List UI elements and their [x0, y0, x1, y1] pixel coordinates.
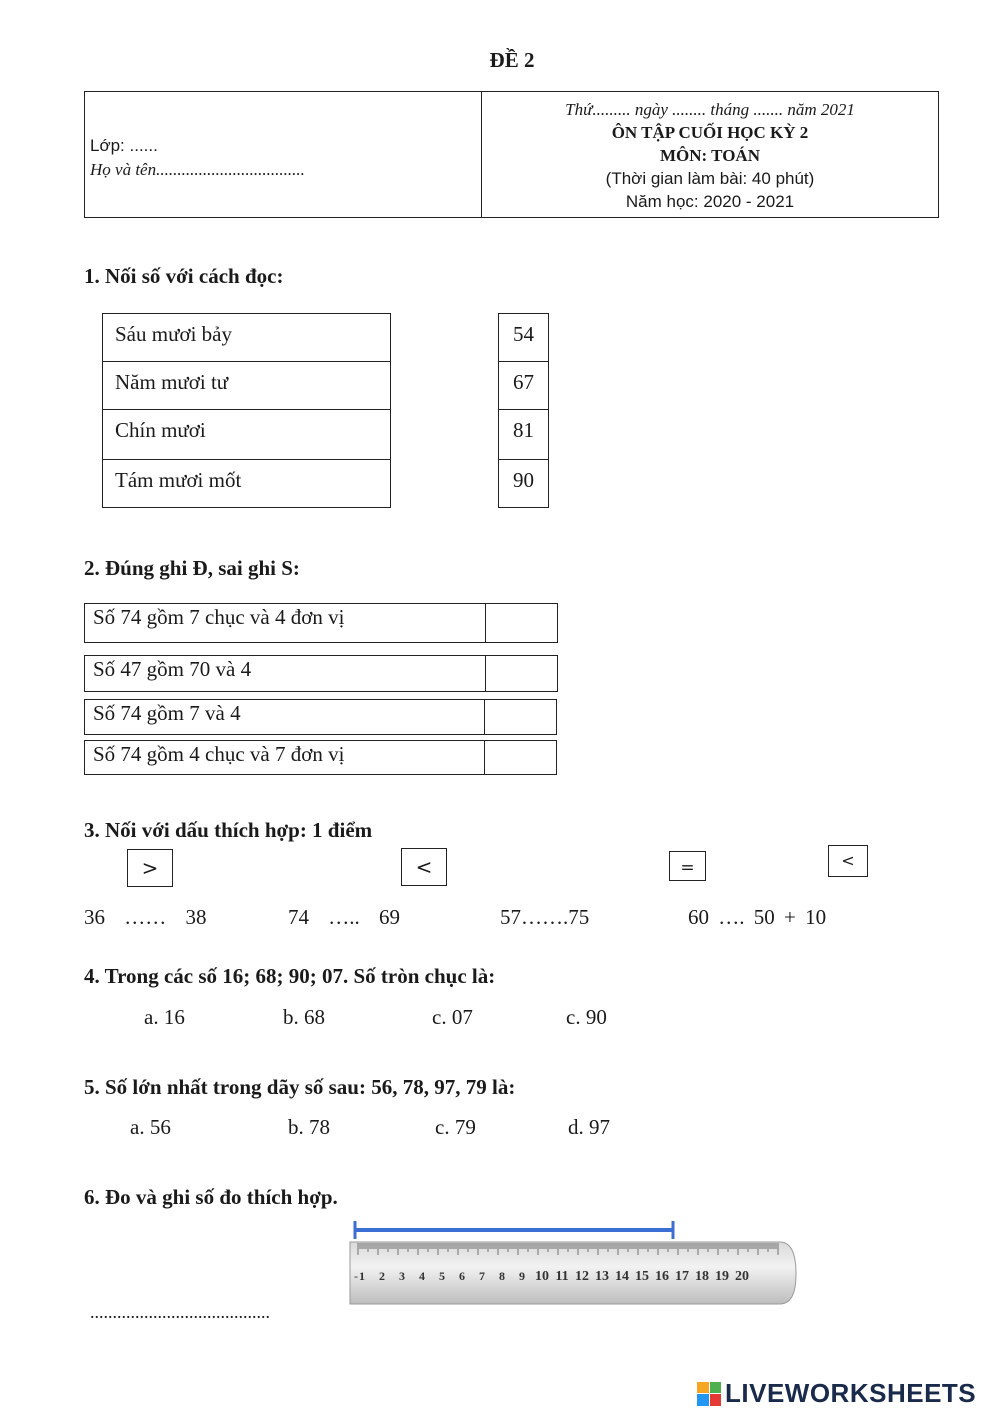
- ruler-label: 8: [499, 1269, 505, 1283]
- ruler-label: 1: [359, 1269, 365, 1283]
- q4-option[interactable]: b. 68: [283, 1005, 325, 1029]
- measure-segment: [355, 1221, 673, 1239]
- comparison-expression[interactable]: 57…….75: [500, 905, 590, 929]
- ruler-label: 16: [655, 1269, 669, 1284]
- q5-option[interactable]: a. 56: [130, 1115, 171, 1139]
- sign-box[interactable]: <: [828, 845, 868, 877]
- tf-statement: Số 74 gồm 7 chục và 4 đơn vị: [93, 605, 345, 629]
- q6-heading: 6. Đo và ghi số đo thích hợp.: [84, 1185, 338, 1209]
- q5-heading: 5. Số lớn nhất trong dãy số sau: 56, 78, 97, 79 là:: [84, 1075, 516, 1099]
- q4-heading: 4. Trong các số 16; 68; 90; 07. Số tròn chục là:: [84, 964, 496, 988]
- logo-mark-icon: [697, 1382, 721, 1406]
- ruler-label: 20: [735, 1269, 749, 1284]
- sign-box[interactable]: =: [669, 851, 706, 881]
- student-info: [90, 134, 305, 182]
- ruler-label: 17: [675, 1269, 689, 1284]
- tf-answer-box[interactable]: [485, 656, 557, 691]
- tf-statement: Số 74 gồm 4 chục và 7 đơn vị: [93, 742, 345, 766]
- answer-line[interactable]: ........................................: [90, 1302, 270, 1322]
- ruler-label: 12: [575, 1269, 589, 1284]
- q4-option[interactable]: a. 16: [144, 1005, 185, 1029]
- exam-info: [482, 98, 938, 213]
- date-line: Thứ......... ngày ........ tháng ....... năm 2021: [565, 100, 855, 119]
- sign-box[interactable]: >: [127, 849, 173, 887]
- ruler-figure: [340, 1216, 810, 1316]
- exam-title: ÔN TẬP CUỐI HỌC KỲ 2: [611, 123, 809, 142]
- duration: (Thời gian làm bài: 40 phút): [605, 169, 815, 188]
- ruler-zero-mark: -: [354, 1269, 358, 1283]
- tf-answer-box[interactable]: [484, 700, 556, 734]
- ruler-label: 10: [535, 1269, 549, 1284]
- q5-option[interactable]: c. 79: [435, 1115, 476, 1139]
- ruler-label: 3: [399, 1269, 405, 1283]
- number-item[interactable]: 81: [498, 409, 549, 460]
- comparison-expression[interactable]: 36 …… 38: [84, 905, 207, 929]
- ruler-label: 9: [519, 1269, 525, 1283]
- liveworksheets-logo: [697, 1378, 976, 1409]
- ruler-label: 14: [615, 1269, 629, 1284]
- q5-option[interactable]: d. 97: [568, 1115, 610, 1139]
- q4-option[interactable]: c. 07: [432, 1005, 473, 1029]
- brand-text: LIVEWORKSHEETS: [725, 1378, 977, 1408]
- ruler-label: 13: [595, 1269, 609, 1284]
- ruler-label: 6: [459, 1269, 465, 1283]
- tf-statement: Số 74 gồm 7 và 4: [93, 701, 241, 725]
- reading-item[interactable]: Năm mươi tư: [102, 361, 391, 410]
- q5-option[interactable]: b. 78: [288, 1115, 330, 1139]
- name-label: Họ và tên...................................: [90, 160, 305, 179]
- ruler-label: 4: [419, 1269, 425, 1283]
- ruler-label: 15: [635, 1269, 649, 1284]
- ruler-label: 11: [555, 1269, 569, 1284]
- header-box: [84, 91, 939, 218]
- number-item[interactable]: 90: [498, 459, 549, 508]
- class-label: Lớp: ......: [90, 136, 158, 155]
- ruler-body: [350, 1242, 796, 1304]
- comparison-expression[interactable]: 74 ….. 69: [288, 905, 400, 929]
- tf-answer-box[interactable]: [484, 741, 556, 774]
- q3-heading: 3. Nối với dấu thích hợp: 1 điểm: [84, 818, 373, 842]
- tf-statement: Số 47 gồm 70 và 4: [93, 657, 252, 681]
- number-item[interactable]: 54: [498, 313, 549, 362]
- reading-item[interactable]: Sáu mươi bảy: [102, 313, 391, 362]
- q4-option[interactable]: c. 90: [566, 1005, 607, 1029]
- reading-item[interactable]: Chín mươi: [102, 409, 391, 460]
- reading-item[interactable]: Tám mươi mốt: [102, 459, 391, 508]
- q1-heading: 1. Nối số với cách đọc:: [84, 264, 284, 288]
- ruler-label: 7: [479, 1269, 485, 1283]
- sign-box[interactable]: <: [401, 848, 447, 886]
- comparison-expression[interactable]: 60 …. 50 + 10: [688, 905, 827, 929]
- ruler-label: 2: [379, 1269, 385, 1283]
- subject: MÔN: TOÁN: [660, 146, 760, 165]
- ruler-label: 19: [715, 1269, 729, 1284]
- q2-heading: 2. Đúng ghi Đ, sai ghi S:: [84, 556, 300, 580]
- ruler-label: 5: [439, 1269, 445, 1283]
- number-item[interactable]: 67: [498, 361, 549, 410]
- tf-answer-box[interactable]: [485, 604, 557, 642]
- page-title: ĐỀ 2: [489, 48, 535, 72]
- ruler-label: 18: [695, 1269, 709, 1284]
- school-year: Năm học: 2020 - 2021: [625, 192, 795, 211]
